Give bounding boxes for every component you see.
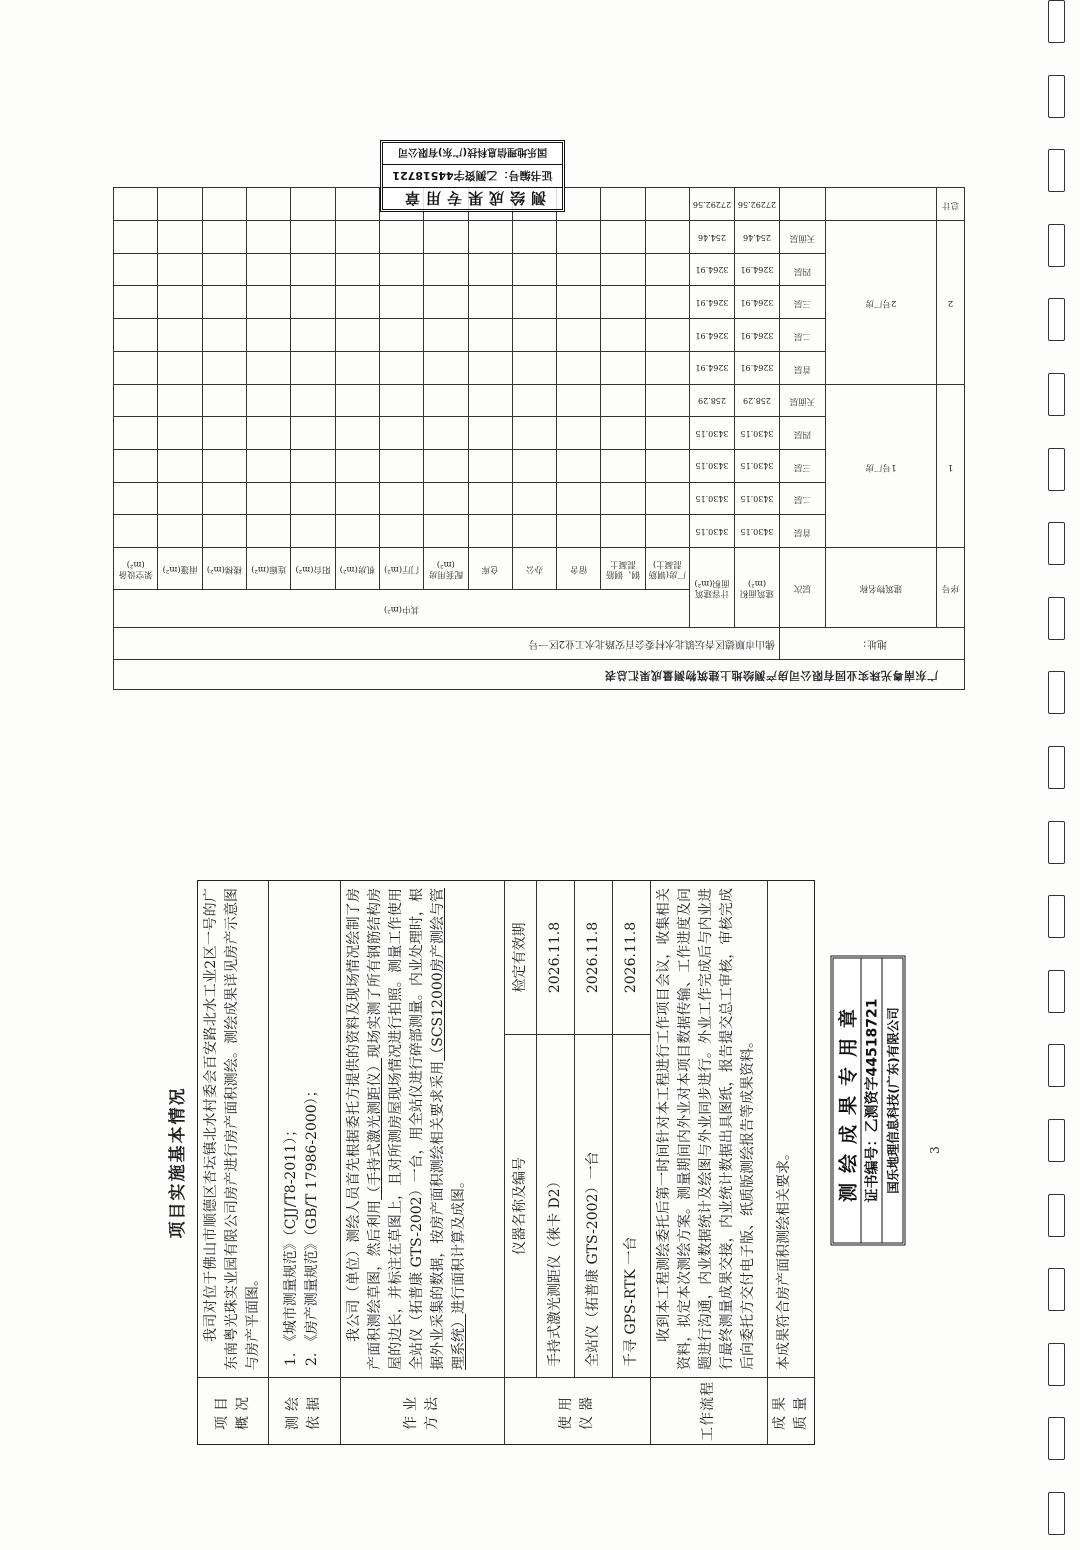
binder-hole: [1048, 1268, 1065, 1311]
empty-cell: [202, 221, 246, 254]
empty-cell: [291, 351, 335, 384]
empty-cell: [335, 515, 379, 548]
row-basis: [269, 881, 341, 1444]
empty-cell: [645, 351, 689, 384]
empty-cell: [512, 482, 556, 515]
instrument-col-name: 仪器名称及编号: [505, 1034, 536, 1377]
empty-cell: [247, 515, 291, 548]
empty-cell: [335, 482, 379, 515]
label-instruments: [505, 1377, 650, 1444]
floor-label: 四层: [780, 417, 826, 450]
stamp-title: 测绘成果专用章: [837, 998, 859, 1202]
empty-cell: [335, 319, 379, 352]
empty-cell: [202, 515, 246, 548]
empty-cell: [247, 417, 291, 450]
empty-cell: [202, 384, 246, 417]
floor-label: 首层: [780, 515, 826, 548]
empty-cell: [557, 351, 601, 384]
floor-far-area: 254.46: [690, 221, 735, 254]
empty-cell: [468, 417, 512, 450]
instrument-col-valid: 检定有效期: [512, 922, 528, 993]
empty-cell: [114, 188, 158, 221]
empty-cell: [335, 351, 379, 384]
empty-cell: [557, 384, 601, 417]
empty-cell: [424, 286, 468, 319]
binder-hole: [1048, 1119, 1065, 1162]
empty-cell: [557, 515, 601, 548]
empty-cell: [291, 449, 335, 482]
label-line: 概况: [234, 1392, 251, 1430]
binder-hole: [1048, 522, 1065, 565]
empty-cell: [645, 286, 689, 319]
floor-area: 254.46: [735, 221, 780, 254]
empty-cell: [601, 351, 645, 384]
empty-cell: [379, 319, 423, 352]
instrument-header-row: [505, 881, 537, 1377]
total-area: 27292.56: [735, 188, 780, 221]
header-among: 其中(m²): [114, 590, 690, 628]
empty-cell: [512, 449, 556, 482]
empty-cell: [424, 319, 468, 352]
label-line: 作业: [403, 1392, 420, 1430]
binder-hole: [1048, 970, 1065, 1013]
binder-hole: [1048, 1343, 1065, 1386]
floor-label: 三层: [780, 449, 826, 482]
sub-header-cell: 厂房(钢筋混凝土): [645, 548, 689, 590]
empty-cell: [335, 384, 379, 417]
empty-cell: [247, 384, 291, 417]
summary-table-page: [113, 188, 965, 690]
empty-cell: [114, 319, 158, 352]
empty-cell: [424, 253, 468, 286]
stamp-company: 国乐地理信息科技(广东)有限公司: [881, 958, 902, 1242]
label-line: 成果: [772, 1392, 789, 1430]
empty-cell: [645, 319, 689, 352]
stamp-company: 国乐地理信息科技(广东)有限公司: [383, 143, 562, 165]
label-method: [341, 1377, 504, 1444]
empty-cell: [202, 351, 246, 384]
total-label: 总计: [937, 188, 965, 221]
empty-cell: [291, 417, 335, 450]
row-overview: [198, 881, 269, 1444]
empty-cell: [601, 417, 645, 450]
empty-cell: [158, 482, 202, 515]
empty-cell: [512, 253, 556, 286]
binder-hole: [1048, 821, 1065, 864]
table-row: [114, 515, 965, 548]
empty-cell: [202, 286, 246, 319]
empty-cell: [158, 351, 202, 384]
empty-cell: [291, 286, 335, 319]
sub-header-cell: 阳台(m²): [291, 548, 335, 590]
floor-label: 天面层: [780, 221, 826, 254]
floor-area: 3430.15: [735, 417, 780, 450]
empty-cell: [158, 286, 202, 319]
sub-header-cell: 门厅(m²): [379, 548, 423, 590]
survey-seal-stamp-bottom: [830, 955, 905, 1245]
sub-header-cell: 宿舍: [557, 548, 601, 590]
address-value: 佛山市顺德区杏坛镇北水村委会百安路北水工业2区一号: [114, 628, 780, 660]
floor-far-area: 3264.91: [690, 319, 735, 352]
empty-cell: [424, 417, 468, 450]
building-name: 1号厂房: [826, 384, 937, 547]
empty-cell: [158, 221, 202, 254]
implementation-table: [197, 880, 815, 1445]
empty-cell: [379, 286, 423, 319]
basis-item: 2. 《房产测量规范》（GB/T 17986-2000）；: [303, 1083, 320, 1366]
empty-cell: [114, 351, 158, 384]
header-far-area: 计容建筑面积(m²): [690, 548, 735, 628]
header-building-name: 建筑物名称: [826, 548, 937, 628]
empty-cell: [114, 384, 158, 417]
empty-cell: [247, 188, 291, 221]
floor-far-area: 3430.15: [690, 515, 735, 548]
empty-cell: [468, 449, 512, 482]
empty-cell: [424, 384, 468, 417]
empty-cell: [158, 449, 202, 482]
sub-header-cell: 办公: [512, 548, 556, 590]
empty-cell: [202, 319, 246, 352]
empty-cell: [202, 449, 246, 482]
empty-cell: [114, 449, 158, 482]
total-far-area: 27292.56: [690, 188, 735, 221]
basis-list: [269, 881, 340, 1377]
floor-area: 3264.91: [735, 319, 780, 352]
empty-cell: [645, 188, 689, 221]
building-seq: 1: [937, 384, 965, 547]
empty-cell: [424, 351, 468, 384]
empty-cell: [468, 253, 512, 286]
empty-cell: [291, 188, 335, 221]
empty-cell: [158, 319, 202, 352]
empty-cell: [158, 384, 202, 417]
empty-cell: [557, 449, 601, 482]
floor-area: 3430.15: [735, 515, 780, 548]
basis-item: 1. 《城市测量规范》（CJJ/T8-2011）；: [282, 1122, 299, 1366]
empty-cell: [512, 515, 556, 548]
empty-cell: [557, 417, 601, 450]
empty-cell: [114, 482, 158, 515]
instrument-row: [537, 881, 575, 1377]
empty-cell: [826, 188, 937, 221]
empty-cell: [424, 482, 468, 515]
building-seq: 2: [937, 221, 965, 384]
empty-cell: [601, 384, 645, 417]
instrument-row: [575, 881, 613, 1377]
binder-hole: [1048, 746, 1065, 789]
empty-cell: [335, 253, 379, 286]
implementation-title: 项目实施基本情况: [168, 1086, 188, 1239]
empty-cell: [645, 515, 689, 548]
empty-cell: [114, 286, 158, 319]
empty-cell: [158, 515, 202, 548]
empty-cell: [379, 482, 423, 515]
empty-cell: [247, 319, 291, 352]
empty-cell: [512, 221, 556, 254]
stamp-title: 测绘成果专用章: [399, 188, 547, 207]
empty-cell: [468, 319, 512, 352]
empty-cell: [379, 384, 423, 417]
empty-cell: [379, 253, 423, 286]
binder-hole: [1048, 448, 1065, 491]
empty-cell: [601, 286, 645, 319]
label-line: 质量: [793, 1392, 810, 1430]
empty-cell: [557, 221, 601, 254]
binder-hole: [1048, 895, 1065, 938]
label-basis: [269, 1377, 340, 1444]
workflow-text: 收到本工程测绘委托后第一时间针对本工程进行工作项目会议，收集相关资料，拟定本次测绘方案。测量期间内外业对本项目数据传输、工作进度及问题进行沟通，内业数据统计及绘图与外业同步进行。外业工作完成后与内业进行最终测量成果交接，内业统计数据出具图纸，报告提交总工审核，审核完成后向委托方交付电子版、纸质版测绘报告等成果资料。: [655, 888, 756, 1370]
empty-cell: [247, 286, 291, 319]
empty-cell: [468, 482, 512, 515]
stamp-cert: 证书编号：乙测资字44518721: [383, 165, 562, 187]
empty-cell: [601, 482, 645, 515]
floor-far-area: 3430.15: [690, 482, 735, 515]
sub-header-cell: 机房(m²): [335, 548, 379, 590]
binder-hole: [1048, 597, 1065, 640]
header-floor: 层次: [780, 548, 826, 628]
empty-cell: [601, 253, 645, 286]
empty-cell: [247, 482, 291, 515]
summary-table-body: [114, 188, 965, 548]
empty-cell: [158, 417, 202, 450]
empty-cell: [557, 286, 601, 319]
empty-cell: [291, 515, 335, 548]
binder-hole: [1048, 224, 1065, 267]
floor-label: 四层: [780, 253, 826, 286]
empty-cell: [202, 188, 246, 221]
implementation-page: [160, 880, 815, 1445]
label-quality: [768, 1377, 814, 1444]
floor-far-area: 3264.91: [690, 286, 735, 319]
empty-cell: [335, 417, 379, 450]
row-quality: [768, 881, 814, 1444]
empty-cell: [601, 319, 645, 352]
floor-label: 二层: [780, 482, 826, 515]
empty-cell: [335, 449, 379, 482]
empty-cell: [645, 384, 689, 417]
label-line: 方法: [424, 1392, 441, 1430]
sub-header-cell: 连廊(m²): [247, 548, 291, 590]
summary-table: [113, 187, 965, 690]
address-label: 地址：: [780, 628, 965, 660]
empty-cell: [291, 482, 335, 515]
instrument-row: [613, 881, 650, 1377]
empty-cell: [601, 221, 645, 254]
binder-hole: [1048, 373, 1065, 416]
empty-cell: [335, 221, 379, 254]
empty-cell: [202, 482, 246, 515]
sub-header-cell: 雨篷(m²): [158, 548, 202, 590]
stamp-cert: 证书编号：乙测资字44518721: [860, 958, 881, 1242]
method-underlined-software: （SCS12000房产测绘与管理系统）: [429, 888, 467, 1370]
empty-cell: [247, 449, 291, 482]
instrument-valid-date: 2026.11.8: [622, 921, 639, 994]
instrument-valid-date: 2026.11.8: [546, 921, 563, 994]
empty-cell: [291, 319, 335, 352]
floor-far-area: 3430.15: [690, 417, 735, 450]
instrument-name: 全站仪（拓普康 GTS-2002）一台: [575, 1034, 612, 1377]
floor-far-area: 3264.91: [690, 253, 735, 286]
floor-label: 首层: [780, 351, 826, 384]
binder-hole: [1048, 1194, 1065, 1237]
floor-far-area: 3430.15: [690, 449, 735, 482]
empty-cell: [335, 188, 379, 221]
empty-cell: [114, 253, 158, 286]
instrument-name: 千寻 GPS-RTK 一台: [613, 1034, 650, 1377]
empty-cell: [379, 351, 423, 384]
empty-cell: [601, 449, 645, 482]
empty-cell: [247, 351, 291, 384]
empty-cell: [424, 449, 468, 482]
binder-hole: [1048, 149, 1065, 192]
empty-cell: [512, 384, 556, 417]
empty-cell: [379, 417, 423, 450]
instrument-valid-date: 2026.11.8: [584, 921, 601, 994]
page-number: 3: [928, 1146, 942, 1154]
empty-cell: [468, 384, 512, 417]
floor-area: 258.29: [735, 384, 780, 417]
binder-hole: [1048, 1492, 1065, 1535]
empty-cell: [645, 221, 689, 254]
label-workflow: [651, 1377, 768, 1444]
empty-cell: [424, 515, 468, 548]
empty-cell: [158, 253, 202, 286]
empty-cell: [512, 351, 556, 384]
label-line: 依据: [306, 1392, 323, 1430]
binder-hole: [1048, 1044, 1065, 1087]
empty-cell: [645, 482, 689, 515]
empty-cell: [557, 482, 601, 515]
sub-header-cell: 钢、钢筋混凝土: [601, 548, 645, 590]
quality-text: 本成果符合房产面积测绘相关要求。: [776, 1146, 793, 1370]
empty-cell: [468, 351, 512, 384]
label-line: 仪器: [579, 1392, 596, 1430]
empty-cell: [379, 515, 423, 548]
empty-cell: [468, 515, 512, 548]
empty-cell: [557, 319, 601, 352]
binder-hole: [1048, 298, 1065, 341]
header-area: 建筑面积(m²): [735, 548, 780, 628]
floor-label: 三层: [780, 286, 826, 319]
instrument-table: [505, 881, 650, 1377]
binder-hole: [1048, 671, 1065, 714]
table-row: [114, 351, 965, 384]
overview-text: 我司对位于佛山市顺德区杏坛镇北水村委会百安路北水工业2区一号的广东南粤光珠实业园有限公司房产进行房产面积测绘。测绘成果详见房产示意图与房产平面图。: [203, 888, 261, 1370]
label-line: 测绘: [285, 1392, 302, 1430]
empty-cell: [424, 221, 468, 254]
method-text-part: 我公司（单位）测绘人员首先根据委托方提供的资料及现场情况绘制了房产面积测绘草图，然后利用: [345, 888, 383, 1370]
empty-cell: [468, 221, 512, 254]
empty-cell: [114, 515, 158, 548]
method-text-part: 现场实测了所有钢筋结构房屋的边长，并标注在草图上，且对所测房屋现场情况进行拍照。测量工作使用全站仪（拓普康 GTS-2002）一台，用全站仪进行碎部测量。内业处理时，根据外业采集的数据，按房产面积测绘相关要求采用: [366, 887, 446, 1370]
empty-cell: [114, 417, 158, 450]
empty-cell: [202, 253, 246, 286]
empty-cell: [291, 384, 335, 417]
sub-header-cell: 架空设备(m²): [114, 548, 158, 590]
empty-cell: [291, 253, 335, 286]
floor-area: 3430.15: [735, 482, 780, 515]
label-line: 项目: [213, 1392, 230, 1430]
empty-cell: [512, 417, 556, 450]
empty-cell: [645, 417, 689, 450]
empty-cell: [645, 253, 689, 286]
empty-cell: [512, 319, 556, 352]
floor-far-area: 3264.91: [690, 351, 735, 384]
floor-area: 3264.91: [735, 286, 780, 319]
empty-cell: [601, 188, 645, 221]
empty-cell: [247, 253, 291, 286]
empty-cell: [114, 221, 158, 254]
floor-area: 3430.15: [735, 449, 780, 482]
label-overview: [198, 1377, 268, 1444]
floor-area: 3264.91: [735, 351, 780, 384]
empty-cell: [158, 188, 202, 221]
summary-title: 广东南粤光珠实业园有限公司房产测绘地上建筑物测量成果汇总表: [114, 660, 965, 690]
binder-hole: [1048, 0, 1065, 43]
empty-cell: [291, 221, 335, 254]
floor-label: 二层: [780, 319, 826, 352]
method-text-part: 进行面积计算及成图。: [450, 1174, 467, 1314]
empty-cell: [468, 286, 512, 319]
label-line: 使用: [558, 1392, 575, 1430]
sub-header-cell: 楼梯(m²): [202, 548, 246, 590]
binder-hole: [1048, 75, 1065, 118]
empty-cell: [512, 286, 556, 319]
empty-cell: [379, 449, 423, 482]
sub-header-cell: 仓库: [468, 548, 512, 590]
row-instruments: [505, 881, 651, 1444]
method-text: [341, 881, 504, 1377]
empty-cell: [335, 286, 379, 319]
empty-cell: [557, 253, 601, 286]
empty-cell: [601, 515, 645, 548]
empty-cell: [247, 221, 291, 254]
row-workflow: [651, 881, 769, 1444]
empty-cell: [379, 221, 423, 254]
label-line: 工作流程: [700, 1381, 717, 1441]
sub-header-cell: 配套用房(m²): [424, 548, 468, 590]
survey-seal-stamp-top: [380, 140, 565, 212]
floor-far-area: 258.29: [690, 384, 735, 417]
floor-label: 天面层: [780, 384, 826, 417]
floor-area: 3264.91: [735, 253, 780, 286]
empty-cell: [202, 417, 246, 450]
header-seq: 序号: [937, 548, 965, 628]
binder-hole: [1048, 1417, 1065, 1460]
empty-cell: [645, 449, 689, 482]
instrument-name: 手持式激光测距仪（徕卡 D2）: [537, 1034, 574, 1377]
building-name: 2号厂房: [826, 221, 937, 384]
row-method: [341, 881, 505, 1444]
empty-cell: [780, 188, 826, 221]
method-underlined-instrument: （手持式激光测距仪）: [366, 1057, 383, 1200]
